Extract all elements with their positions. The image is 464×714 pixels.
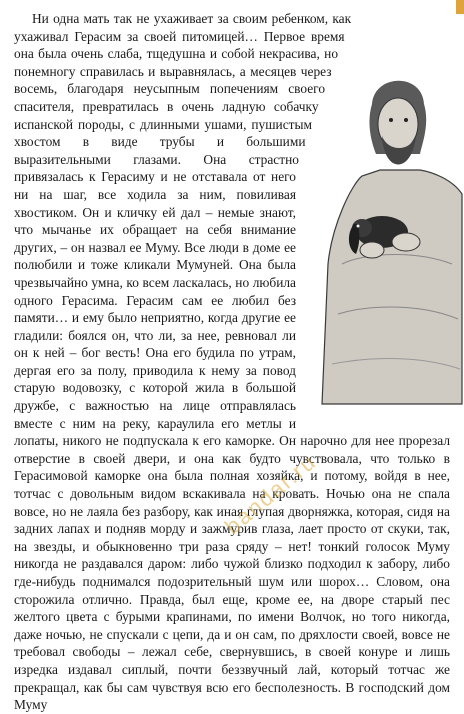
watermark: bandar.ru	[220, 448, 322, 540]
page-body	[14, 10, 450, 714]
gerasim-illustration-image	[302, 64, 464, 426]
page-corner-tab	[456, 0, 464, 14]
illustration-gerasim-with-mumu	[302, 64, 464, 426]
body-paragraph: Ни одна мать так не ухаживает за своим ребенком, как ухаживал Герасим за своей питомицей… Первое время она была очень слаба, тщедушна и собой некрасива, но понемногу справилась и выравнялась, а месяцев через восемь, благодаря неусыпным попечениям своего спасителя, превратилась в очень ладную собачку испанской породы, с длинными ушами, пушистым хвостом в виде трубы и большими выразительными глазами. Она страстно привязалась к Герасиму и не отставала от него ни на шаг, все ходила за ним, повиливая хвостиком. Он и кличку ей дал – немые знают, что мычанье их обращает на себя внимание других, – он назвал ее Муму. Все люди в доме ее полюбили и тоже кликали Мумуней. Она была чрезвычайно умна, ко всем ласкалась, но любила одного Герасима. Герасим сам ее любил без памяти… и ему было неприятно, когда другие ее гладили: боялся он, что ли, за нее, ревновал ли он к ней – бог весть! Она его будила по утрам, дергая его за полу, приводила к нему за повод старую водовозку, с которой жила в большой дружбе, с важностью на лице отправлялась вместе с ним на реку, караулила его метлы и лопаты, никого не подпускала к его каморке. Он нарочно для нее прорезал отверстие в своей двери, и она как будто чувствовала, что только в Герасимовой каморке она была полная хозяйка, и потому, войдя в нее, тотчас с довольным видом вскакивала на кровать. Ночью она не спала вовсе, но не лаяла без разбору, как иная глупая дворняжка, которая, сидя на задних лапах и подняв морду и зажмурив глаза, лает просто от скуки, так, на звезды, и обыкновенно три раза сряду – нет! тонкий голосок Муму никогда не раздавался даром: либо чужой близко подходил к забору, либо где-нибудь поднимался подозрительный шум или шорох… Словом, она сторожила отлично. Правда, был еще, кроме ее, на дворе старый пес желтого цвета с бурыми крапинами, по имени Волчок, но того никогда, даже ночью, не спускали с цепи, да и он сам, по дряхлости своей, вовсе не требовал свободы – лежал себе, свернувшись, в своей конуре и лишь изредка издавал сиплый, почти беззвучный лай, который тотчас же прекращал, как бы сам чувствуя всю его бесполезность. В господский дом Муму	[14, 11, 450, 713]
